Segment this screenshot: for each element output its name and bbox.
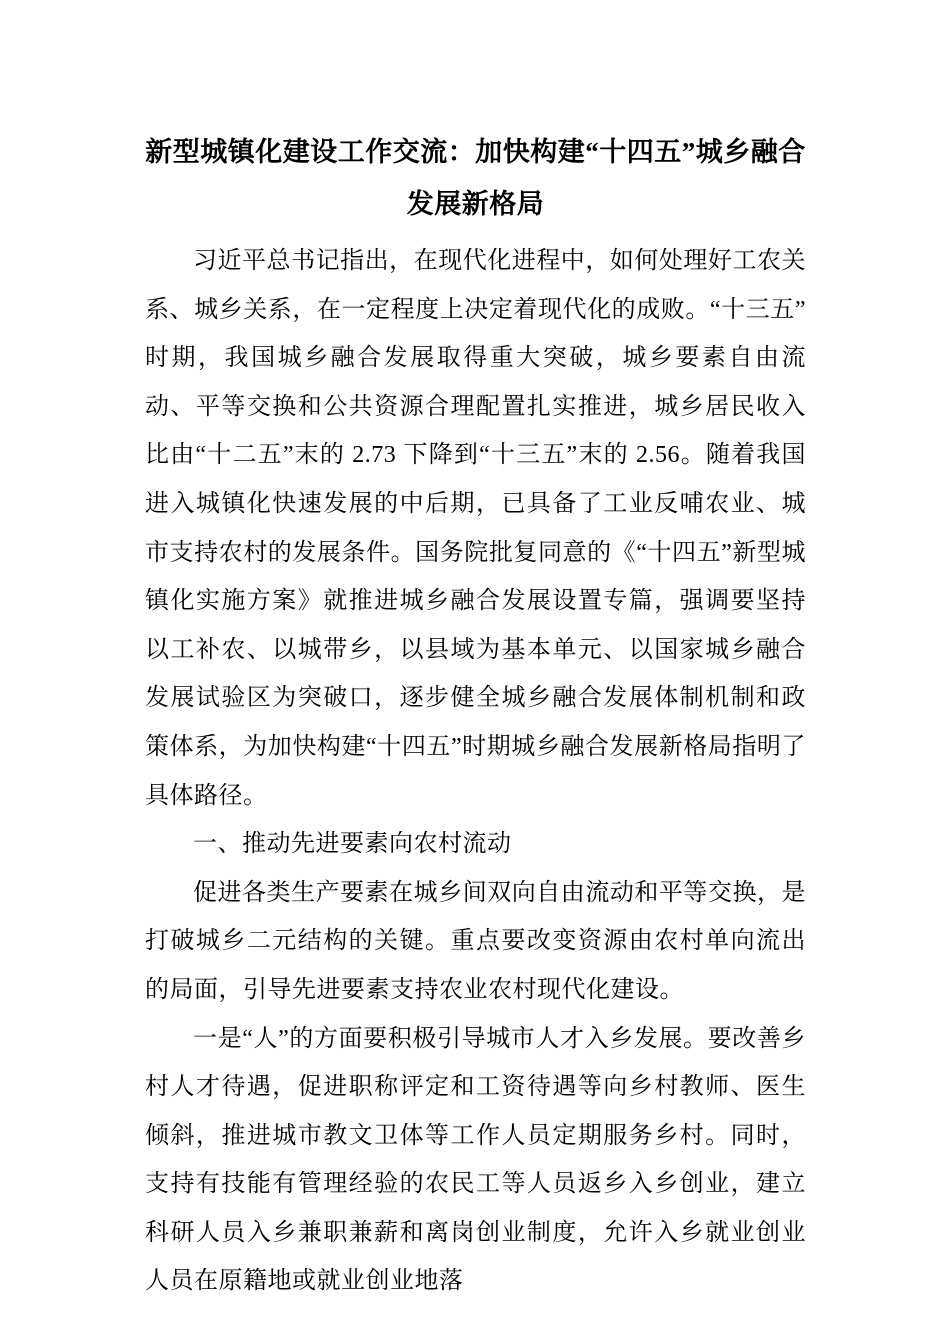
paragraph-point-one: 一是“人”的方面要积极引导城市人才入乡发展。要改善乡村人才待遇，促进职称评定和工资待遇等向乡村教师、医生倾斜，推进城市教文卫体等工作人员定期服务乡村。同时，支持有技能有管理经验的农民工等人员返乡入乡创业，建立科研人员入乡兼职兼薪和离岗创业制度，允许入乡就业创业人员在原籍地或就业创业地落 (145, 1025, 806, 1295)
paragraph-intro: 习近平总书记指出，在现代化进程中，如何处理好工农关系、城乡关系，在一定程度上决定着现代化的成败。“十三五”时期，我国城乡融合发展取得重大突破，城乡要素自由流动、平等交换和公共资源合理配置扎实推进，城乡居民收入比由“十二五”末的 2.73 下降到“十三五”末的 2.56。随着我国进入城镇化快速发展的中后期，已具备了工业反哺农业、城市支持农村的发展条件。国务院批复同意的《“十四五”新型城镇化实施方案》就推进城乡融合发展设置专篇，强调要坚持以工补农、以城带乡，以县域为基本单元、以国家城乡融合发展试验区为突破口，逐步健全城乡融合发展体制机制和政策体系，为加快构建“十四五”时期城乡融合发展新格局指明了具体路径。 (145, 248, 806, 809)
section-heading-1: 一、推动先进要素向农村流动 (193, 831, 512, 858)
paragraph-section-body: 促进各类生产要素在城乡间双向自由流动和平等交换，是打破城乡二元结构的关键。重点要改变资源由农村单向流出的局面，引导先进要素支持农业农村现代化建设。 (145, 879, 806, 1003)
document-title: 新型城镇化建设工作交流：加快构建“十四五”城乡融合发展新格局 (145, 137, 806, 219)
